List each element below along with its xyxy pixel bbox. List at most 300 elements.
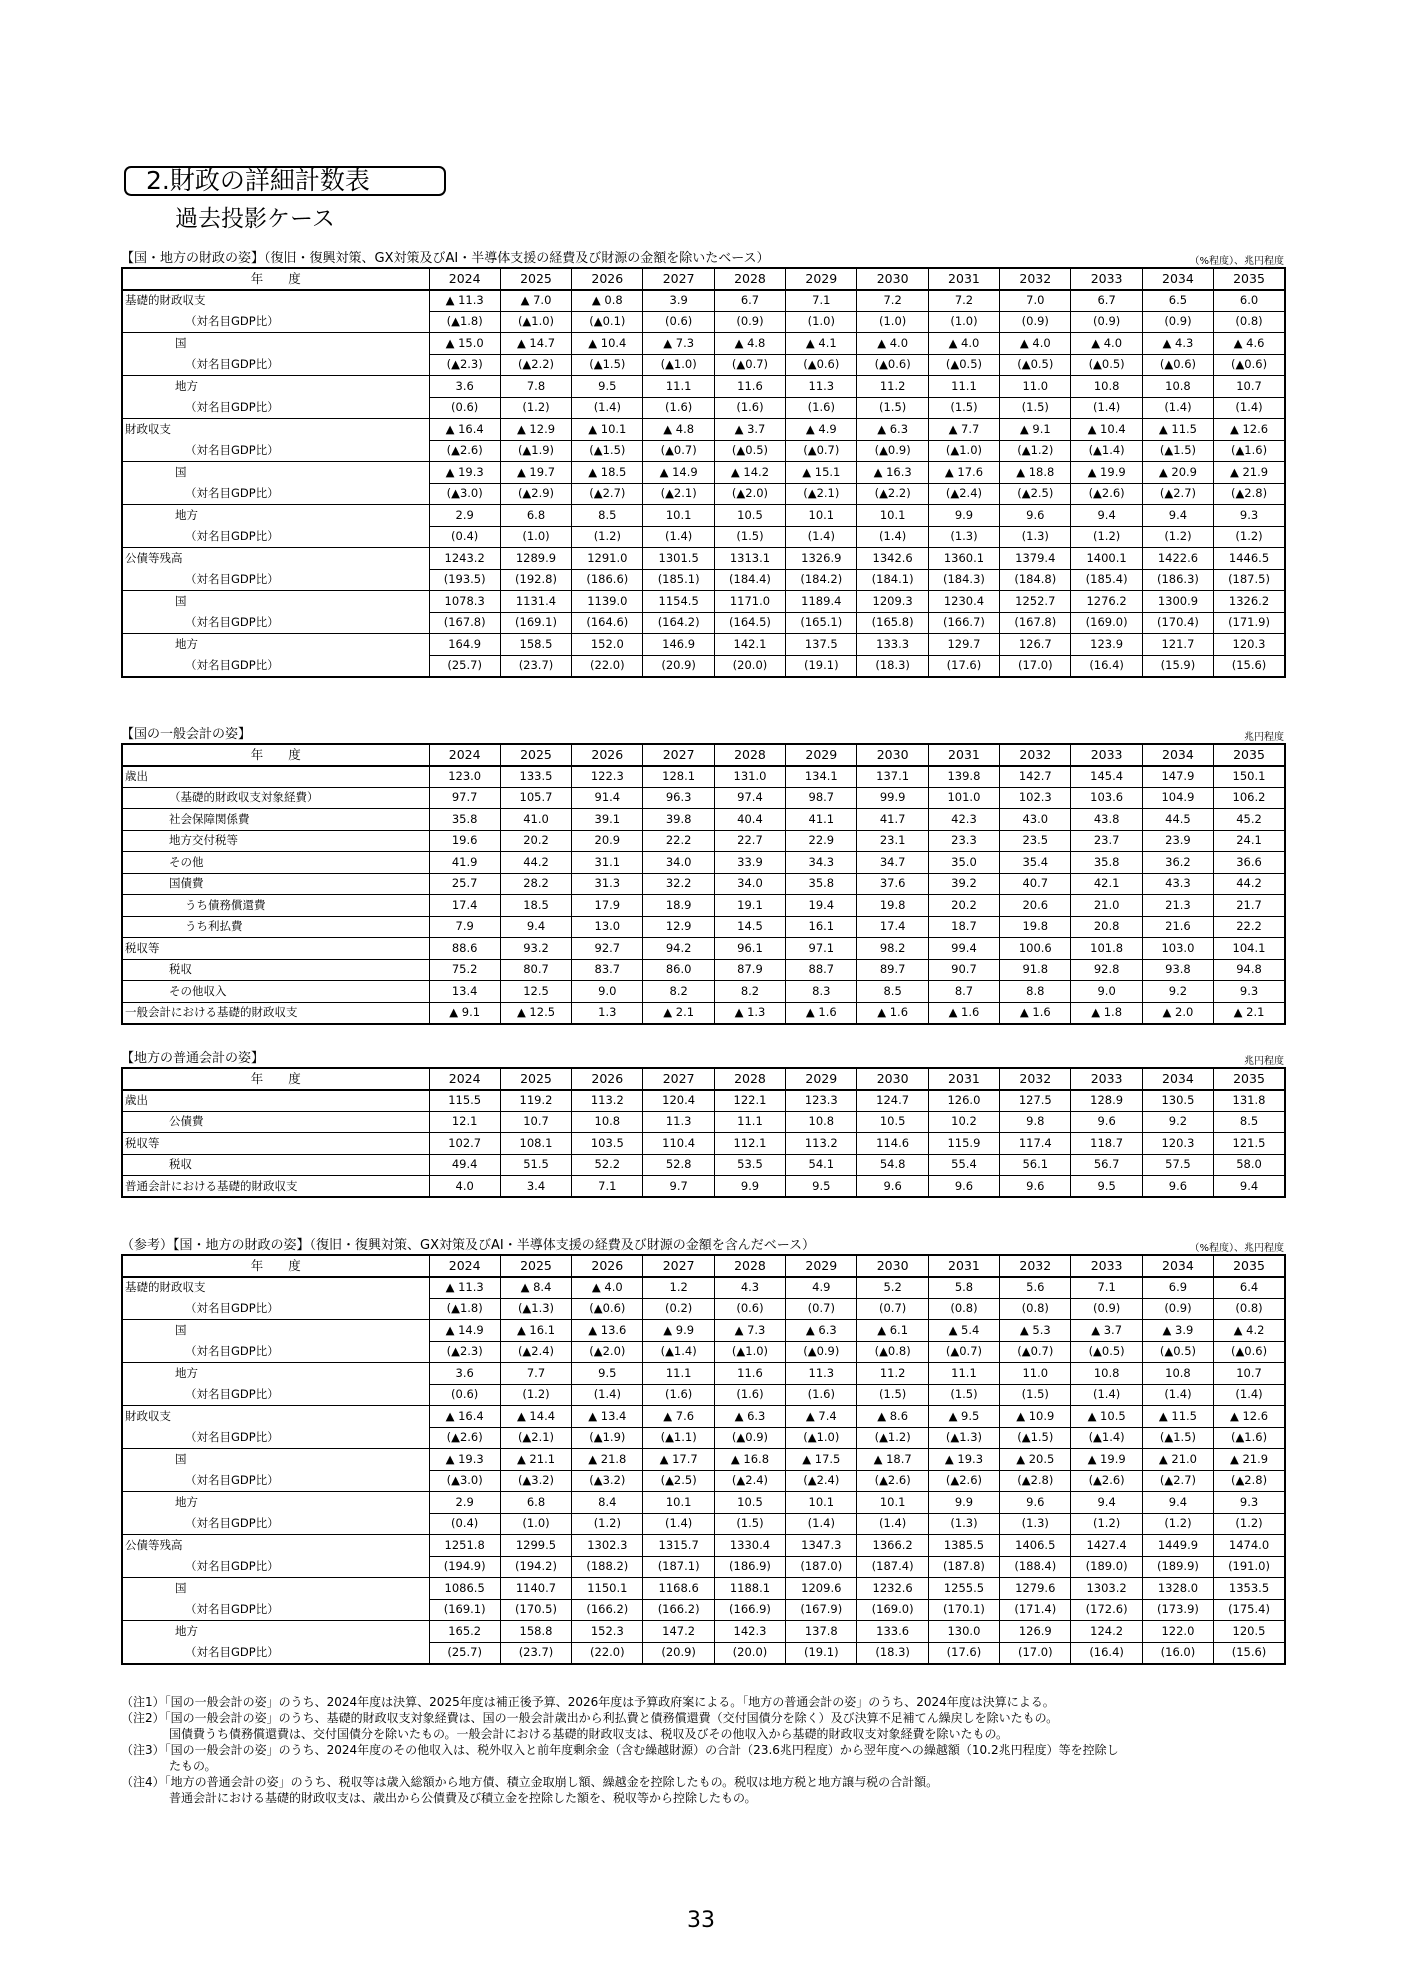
table-row <box>122 938 1285 960</box>
value-cell: 22.2 <box>643 830 714 852</box>
value-cell: 4.0 <box>429 1176 500 1198</box>
table-row <box>122 916 1285 938</box>
value-cell: 134.1 <box>786 766 857 788</box>
year-cell: 2029 <box>786 744 857 766</box>
year-cell: 2024 <box>429 268 500 290</box>
value-cell: (194.2) <box>500 1556 571 1578</box>
value-cell: 5.2 <box>857 1277 928 1299</box>
header-row <box>122 744 1285 766</box>
value-cell: 35.8 <box>429 809 500 831</box>
value-cell: (165.8) <box>857 612 928 634</box>
value-cell: 8.4 <box>572 1492 643 1514</box>
value-cell: 17.4 <box>857 916 928 938</box>
value-cell: 39.1 <box>572 809 643 831</box>
value-cell: 20.9 <box>572 830 643 852</box>
value-cell: 10.8 <box>1142 376 1213 398</box>
table-row <box>122 1320 1285 1342</box>
value-cell: ▲ 4.0 <box>928 333 999 355</box>
value-cell: (187.8) <box>928 1556 999 1578</box>
value-cell: (1.4) <box>857 1513 928 1535</box>
table-row <box>122 1277 1285 1299</box>
value-cell: ▲ 21.9 <box>1214 1449 1285 1471</box>
year-cell: 2028 <box>714 1068 785 1090</box>
value-cell: ▲ 20.5 <box>1000 1449 1071 1471</box>
table-row <box>122 1363 1285 1385</box>
value-cell: (1.5) <box>1000 1384 1071 1406</box>
year-cell: 2026 <box>572 1068 643 1090</box>
row-label: 歳出 <box>122 1090 429 1112</box>
value-cell: (1.2) <box>1142 526 1213 548</box>
value-cell: 131.8 <box>1214 1090 1285 1112</box>
value-cell: (15.6) <box>1214 1642 1285 1664</box>
value-cell: 119.2 <box>500 1090 571 1112</box>
value-cell: ▲ 4.6 <box>1214 333 1285 355</box>
table-row <box>122 787 1285 809</box>
table-row <box>122 1427 1285 1449</box>
value-cell: 90.7 <box>928 959 999 981</box>
value-cell: 10.8 <box>1071 1363 1142 1385</box>
value-cell: (170.5) <box>500 1599 571 1621</box>
value-cell: 18.9 <box>643 895 714 917</box>
value-cell: 122.0 <box>1142 1621 1213 1643</box>
table-row <box>122 1621 1285 1643</box>
value-cell: (1.2) <box>500 1384 571 1406</box>
table-row <box>122 1578 1285 1600</box>
value-cell: 103.5 <box>572 1133 643 1155</box>
value-cell: 1406.5 <box>1000 1535 1071 1557</box>
value-cell: 92.7 <box>572 938 643 960</box>
value-cell: 114.6 <box>857 1133 928 1155</box>
value-cell: (187.4) <box>857 1556 928 1578</box>
value-cell: (▲3.2) <box>572 1470 643 1492</box>
year-cell: 2035 <box>1214 268 1285 290</box>
value-cell: 137.8 <box>786 1621 857 1643</box>
value-cell: 9.6 <box>1071 1111 1142 1133</box>
value-cell: 10.7 <box>1214 1363 1285 1385</box>
section-national-local-finance <box>121 247 1284 678</box>
row-label: （対名目GDP比） <box>185 400 279 414</box>
value-cell: 1291.0 <box>572 548 643 570</box>
value-cell: 9.4 <box>1214 1176 1285 1198</box>
value-cell: (0.8) <box>1214 311 1285 333</box>
row-label: 一般会計における基礎的財政収支 <box>122 1002 429 1024</box>
row-label: 国 <box>122 1320 429 1342</box>
value-cell: 126.0 <box>928 1090 999 1112</box>
value-cell: 10.1 <box>857 1492 928 1514</box>
value-cell: (184.8) <box>1000 569 1071 591</box>
value-cell: 9.4 <box>1142 505 1213 527</box>
value-cell: 51.5 <box>500 1154 571 1176</box>
table-row <box>122 1599 1285 1621</box>
value-cell: (▲2.7) <box>1142 1470 1213 1492</box>
value-cell: ▲ 21.0 <box>1142 1449 1213 1471</box>
value-cell: 113.2 <box>786 1133 857 1155</box>
value-cell: 13.4 <box>429 981 500 1003</box>
value-cell: ▲ 10.9 <box>1000 1406 1071 1428</box>
value-cell: 152.0 <box>572 634 643 656</box>
value-cell: 1078.3 <box>429 591 500 613</box>
value-cell: (166.2) <box>572 1599 643 1621</box>
value-cell: (▲2.6) <box>1071 1470 1142 1492</box>
value-cell: (164.6) <box>572 612 643 634</box>
value-cell: (171.9) <box>1214 612 1285 634</box>
value-cell: ▲ 21.8 <box>572 1449 643 1471</box>
value-cell: (1.4) <box>1071 397 1142 419</box>
value-cell: ▲ 9.1 <box>1000 419 1071 441</box>
row-label: 地方 <box>122 376 429 398</box>
value-cell: ▲ 15.1 <box>786 462 857 484</box>
value-cell: (▲0.5) <box>1071 1341 1142 1363</box>
value-cell: 8.5 <box>857 981 928 1003</box>
value-cell: (1.5) <box>928 397 999 419</box>
row-label: （対名目GDP比） <box>185 529 279 543</box>
value-cell: 1328.0 <box>1142 1578 1213 1600</box>
value-cell: (1.2) <box>572 1513 643 1535</box>
value-cell: ▲ 4.2 <box>1214 1320 1285 1342</box>
data-table <box>121 1067 1286 1198</box>
value-cell: (▲0.5) <box>714 440 785 462</box>
value-cell: 117.4 <box>1000 1133 1071 1155</box>
value-cell: 52.8 <box>643 1154 714 1176</box>
value-cell: 17.4 <box>429 895 500 917</box>
value-cell: (1.0) <box>928 311 999 333</box>
value-cell: ▲ 10.5 <box>1071 1406 1142 1428</box>
value-cell: (193.5) <box>429 569 500 591</box>
value-cell: 7.8 <box>500 376 571 398</box>
value-cell: 9.5 <box>572 1363 643 1385</box>
value-cell: ▲ 2.1 <box>1214 1002 1285 1024</box>
value-cell: (22.0) <box>572 1642 643 1664</box>
row-label: （対名目GDP比） <box>185 486 279 500</box>
value-cell: 124.2 <box>1071 1621 1142 1643</box>
value-cell: ▲ 9.1 <box>429 1002 500 1024</box>
year-cell: 2033 <box>1071 744 1142 766</box>
value-cell: (167.8) <box>1000 612 1071 634</box>
value-cell: 44.5 <box>1142 809 1213 831</box>
value-cell: 56.7 <box>1071 1154 1142 1176</box>
value-cell: ▲ 3.9 <box>1142 1320 1213 1342</box>
value-cell: 1379.4 <box>1000 548 1071 570</box>
value-cell: (▲3.0) <box>429 1470 500 1492</box>
value-cell: ▲ 12.6 <box>1214 419 1285 441</box>
value-cell: 123.0 <box>429 766 500 788</box>
row-label: 税収 <box>122 1154 429 1176</box>
value-cell: (175.4) <box>1214 1599 1285 1621</box>
year-cell: 2030 <box>857 268 928 290</box>
value-cell: 1474.0 <box>1214 1535 1285 1557</box>
value-cell: (186.3) <box>1142 569 1213 591</box>
value-cell: 11.2 <box>857 376 928 398</box>
value-cell: 11.3 <box>643 1111 714 1133</box>
value-cell: 25.7 <box>429 873 500 895</box>
year-cell: 2032 <box>1000 1068 1071 1090</box>
value-cell: 137.5 <box>786 634 857 656</box>
value-cell: (16.0) <box>1142 1642 1213 1664</box>
value-cell: 10.8 <box>1142 1363 1213 1385</box>
row-label: （対名目GDP比） <box>185 1301 279 1315</box>
value-cell: (▲0.6) <box>572 1298 643 1320</box>
value-cell: 9.6 <box>928 1176 999 1198</box>
value-cell: 1.2 <box>643 1277 714 1299</box>
value-cell: 6.7 <box>714 290 785 312</box>
section-caption: （参考）【国・地方の財政の姿】（復旧・復興対策、GX対策及びAI・半導体支援の経費及び財源の金額を含んだベース） <box>121 1238 816 1253</box>
value-cell: (▲0.7) <box>928 1341 999 1363</box>
year-cell: 2029 <box>786 1255 857 1277</box>
year-cell: 2025 <box>500 1255 571 1277</box>
value-cell: (164.5) <box>714 612 785 634</box>
page-subtitle: 過去投影ケース <box>175 206 335 232</box>
value-cell: (17.6) <box>928 1642 999 1664</box>
value-cell: 1313.1 <box>714 548 785 570</box>
table-row <box>122 591 1285 613</box>
value-cell: 93.8 <box>1142 959 1213 981</box>
value-cell: 9.5 <box>1071 1176 1142 1198</box>
value-cell: 1255.5 <box>928 1578 999 1600</box>
value-cell: 1252.7 <box>1000 591 1071 613</box>
value-cell: 1279.6 <box>1000 1578 1071 1600</box>
row-label: （対名目GDP比） <box>185 1344 279 1358</box>
value-cell: 83.7 <box>572 959 643 981</box>
value-cell: 128.9 <box>1071 1090 1142 1112</box>
header-row <box>122 1068 1285 1090</box>
value-cell: 150.1 <box>1214 766 1285 788</box>
value-cell: (184.4) <box>714 569 785 591</box>
row-label: （対名目GDP比） <box>185 1559 279 1573</box>
unit-label: 兆円程度 <box>1244 732 1284 743</box>
value-cell: 158.8 <box>500 1621 571 1643</box>
value-cell: 11.3 <box>786 1363 857 1385</box>
value-cell: 92.8 <box>1071 959 1142 981</box>
table-row <box>122 483 1285 505</box>
value-cell: 3.6 <box>429 1363 500 1385</box>
value-cell: (▲2.1) <box>786 483 857 505</box>
value-cell: (1.4) <box>786 526 857 548</box>
value-cell: (1.6) <box>786 1384 857 1406</box>
value-cell: (19.1) <box>786 1642 857 1664</box>
year-cell: 2032 <box>1000 1255 1071 1277</box>
value-cell: (0.9) <box>1071 1298 1142 1320</box>
value-cell: 1230.4 <box>928 591 999 613</box>
value-cell: 86.0 <box>643 959 714 981</box>
value-cell: ▲ 6.1 <box>857 1320 928 1342</box>
value-cell: 1154.5 <box>643 591 714 613</box>
value-cell: 1140.7 <box>500 1578 571 1600</box>
value-cell: 32.2 <box>643 873 714 895</box>
value-cell: 94.2 <box>643 938 714 960</box>
value-cell: 120.4 <box>643 1090 714 1112</box>
value-cell: (▲1.5) <box>1142 1427 1213 1449</box>
value-cell: (1.5) <box>857 1384 928 1406</box>
value-cell: (0.6) <box>643 311 714 333</box>
value-cell: 6.0 <box>1214 290 1285 312</box>
value-cell: 137.1 <box>857 766 928 788</box>
footnote-line: （注4）「地方の普通会計の姿」のうち、税収等は歳入総額から地方債、積立金取崩し額、繰越金を控除したもの。税収は地方税と地方譲与税の合計額。 <box>121 1775 939 1789</box>
value-cell: ▲ 1.3 <box>714 1002 785 1024</box>
value-cell: (169.1) <box>429 1599 500 1621</box>
value-cell: 34.0 <box>643 852 714 874</box>
value-cell: ▲ 4.8 <box>714 333 785 355</box>
value-cell: 97.7 <box>429 787 500 809</box>
value-cell: 11.2 <box>857 1363 928 1385</box>
value-cell: 20.6 <box>1000 895 1071 917</box>
value-cell: 133.6 <box>857 1621 928 1643</box>
value-cell: 130.0 <box>928 1621 999 1643</box>
value-cell: 41.0 <box>500 809 571 831</box>
value-cell: 9.0 <box>572 981 643 1003</box>
value-cell: 36.2 <box>1142 852 1213 874</box>
value-cell: 158.5 <box>500 634 571 656</box>
row-label: 地方交付税等 <box>122 830 429 852</box>
value-cell: ▲ 4.3 <box>1142 333 1213 355</box>
row-label: （対名目GDP比） <box>185 1387 279 1401</box>
value-cell: (▲1.1) <box>643 1427 714 1449</box>
value-cell: 101.0 <box>928 787 999 809</box>
value-cell: 42.1 <box>1071 873 1142 895</box>
value-cell: 8.2 <box>643 981 714 1003</box>
year-cell: 2027 <box>643 744 714 766</box>
row-label: 地方 <box>122 634 429 656</box>
value-cell: ▲ 11.3 <box>429 1277 500 1299</box>
value-cell: ▲ 19.3 <box>429 1449 500 1471</box>
footnote-line: （注2）「国の一般会計の姿」のうち、基礎的財政収支対象経費は、国の一般会計歳出から利払費と債務償還費（交付国債分を除く）及び決算不足補てん繰戻しを除いたもの。 <box>121 1711 1059 1725</box>
value-cell: (167.8) <box>429 612 500 634</box>
value-cell: 18.5 <box>500 895 571 917</box>
value-cell: 54.8 <box>857 1154 928 1176</box>
value-cell: 9.3 <box>1214 1492 1285 1514</box>
value-cell: 9.5 <box>572 376 643 398</box>
value-cell: (▲2.4) <box>714 1470 785 1492</box>
value-cell: 1171.0 <box>714 591 785 613</box>
value-cell: ▲ 19.7 <box>500 462 571 484</box>
value-cell: 7.1 <box>786 290 857 312</box>
year-cell: 2030 <box>857 1255 928 1277</box>
value-cell: ▲ 7.4 <box>786 1406 857 1428</box>
value-cell: ▲ 10.4 <box>1071 419 1142 441</box>
value-cell: 8.3 <box>786 981 857 1003</box>
value-cell: (1.0) <box>500 526 571 548</box>
value-cell: 35.0 <box>928 852 999 874</box>
value-cell: 165.2 <box>429 1621 500 1643</box>
value-cell: (▲1.0) <box>500 311 571 333</box>
value-cell: 123.9 <box>1071 634 1142 656</box>
value-cell: ▲ 2.0 <box>1142 1002 1213 1024</box>
value-cell: 97.4 <box>714 787 785 809</box>
value-cell: ▲ 13.4 <box>572 1406 643 1428</box>
row-label: 国債費 <box>122 873 429 895</box>
value-cell: ▲ 6.3 <box>857 419 928 441</box>
table-row <box>122 809 1285 831</box>
year-cell: 2033 <box>1071 268 1142 290</box>
value-cell: ▲ 7.0 <box>500 290 571 312</box>
value-cell: 1086.5 <box>429 1578 500 1600</box>
value-cell: (169.0) <box>1071 612 1142 634</box>
year-cell: 2030 <box>857 744 928 766</box>
value-cell: 101.8 <box>1071 938 1142 960</box>
value-cell: 57.5 <box>1142 1154 1213 1176</box>
value-cell: 6.4 <box>1214 1277 1285 1299</box>
value-cell: (1.4) <box>786 1513 857 1535</box>
value-cell: 10.1 <box>786 1492 857 1514</box>
value-cell: 8.7 <box>928 981 999 1003</box>
row-label: 国 <box>122 1449 429 1471</box>
row-label: 財政収支 <box>122 419 429 441</box>
table-row <box>122 1154 1285 1176</box>
value-cell: 9.6 <box>1142 1176 1213 1198</box>
year-cell: 2027 <box>643 1255 714 1277</box>
value-cell: (▲0.9) <box>714 1427 785 1449</box>
value-cell: 1342.6 <box>857 548 928 570</box>
value-cell: (1.3) <box>928 1513 999 1535</box>
value-cell: (▲1.4) <box>1071 440 1142 462</box>
value-cell: 115.5 <box>429 1090 500 1112</box>
value-cell: (0.6) <box>429 397 500 419</box>
value-cell: ▲ 1.6 <box>1000 1002 1071 1024</box>
year-cell: 2027 <box>643 1068 714 1090</box>
value-cell: (▲2.4) <box>928 483 999 505</box>
value-cell: 98.7 <box>786 787 857 809</box>
value-cell: (188.2) <box>572 1556 643 1578</box>
value-cell: (▲2.5) <box>1000 483 1071 505</box>
row-label: 地方 <box>122 1621 429 1643</box>
year-cell: 2025 <box>500 1068 571 1090</box>
value-cell: 9.3 <box>1214 981 1285 1003</box>
value-cell: (▲0.9) <box>857 440 928 462</box>
value-cell: (1.0) <box>500 1513 571 1535</box>
value-cell: 9.4 <box>1071 505 1142 527</box>
value-cell: (16.4) <box>1071 655 1142 677</box>
year-cell: 2030 <box>857 1068 928 1090</box>
value-cell: (▲2.6) <box>857 1470 928 1492</box>
row-label: （対名目GDP比） <box>185 1644 279 1659</box>
value-cell: (1.4) <box>857 526 928 548</box>
value-cell: 129.7 <box>928 634 999 656</box>
value-cell: 1446.5 <box>1214 548 1285 570</box>
value-cell: 7.9 <box>429 916 500 938</box>
value-cell: (1.6) <box>643 1384 714 1406</box>
row-label: （対名目GDP比） <box>185 1516 279 1530</box>
value-cell: ▲ 1.6 <box>928 1002 999 1024</box>
table-row <box>122 526 1285 548</box>
value-cell: (0.4) <box>429 526 500 548</box>
row-label: うち利払費 <box>122 916 429 938</box>
value-cell: 6.8 <box>500 505 571 527</box>
value-cell: ▲ 6.3 <box>714 1406 785 1428</box>
value-cell: 105.7 <box>500 787 571 809</box>
value-cell: (1.4) <box>1142 397 1213 419</box>
section-caption: 【地方の普通会計の姿】 <box>121 1051 265 1066</box>
value-cell: (▲1.3) <box>928 1427 999 1449</box>
value-cell: ▲ 5.4 <box>928 1320 999 1342</box>
unit-label: （%程度）、兆円程度 <box>1189 1243 1284 1254</box>
section-local-general-account <box>121 1047 1284 1198</box>
value-cell: (1.4) <box>1214 397 1285 419</box>
value-cell: 52.2 <box>572 1154 643 1176</box>
value-cell: 96.1 <box>714 938 785 960</box>
value-cell: 130.5 <box>1142 1090 1213 1112</box>
value-cell: (0.9) <box>1000 311 1071 333</box>
value-cell: ▲ 18.7 <box>857 1449 928 1471</box>
year-header: 年 度 <box>122 1255 429 1277</box>
row-label: （対名目GDP比） <box>185 357 279 371</box>
value-cell: (▲2.6) <box>429 440 500 462</box>
value-cell: (▲1.9) <box>500 440 571 462</box>
value-cell: (▲0.6) <box>1214 354 1285 376</box>
row-label: 税収 <box>122 959 429 981</box>
value-cell: 110.4 <box>643 1133 714 1155</box>
row-label: 社会保障関係費 <box>122 809 429 831</box>
value-cell: 120.3 <box>1142 1133 1213 1155</box>
row-label: （基礎的財政収支対象経費） <box>122 787 429 809</box>
